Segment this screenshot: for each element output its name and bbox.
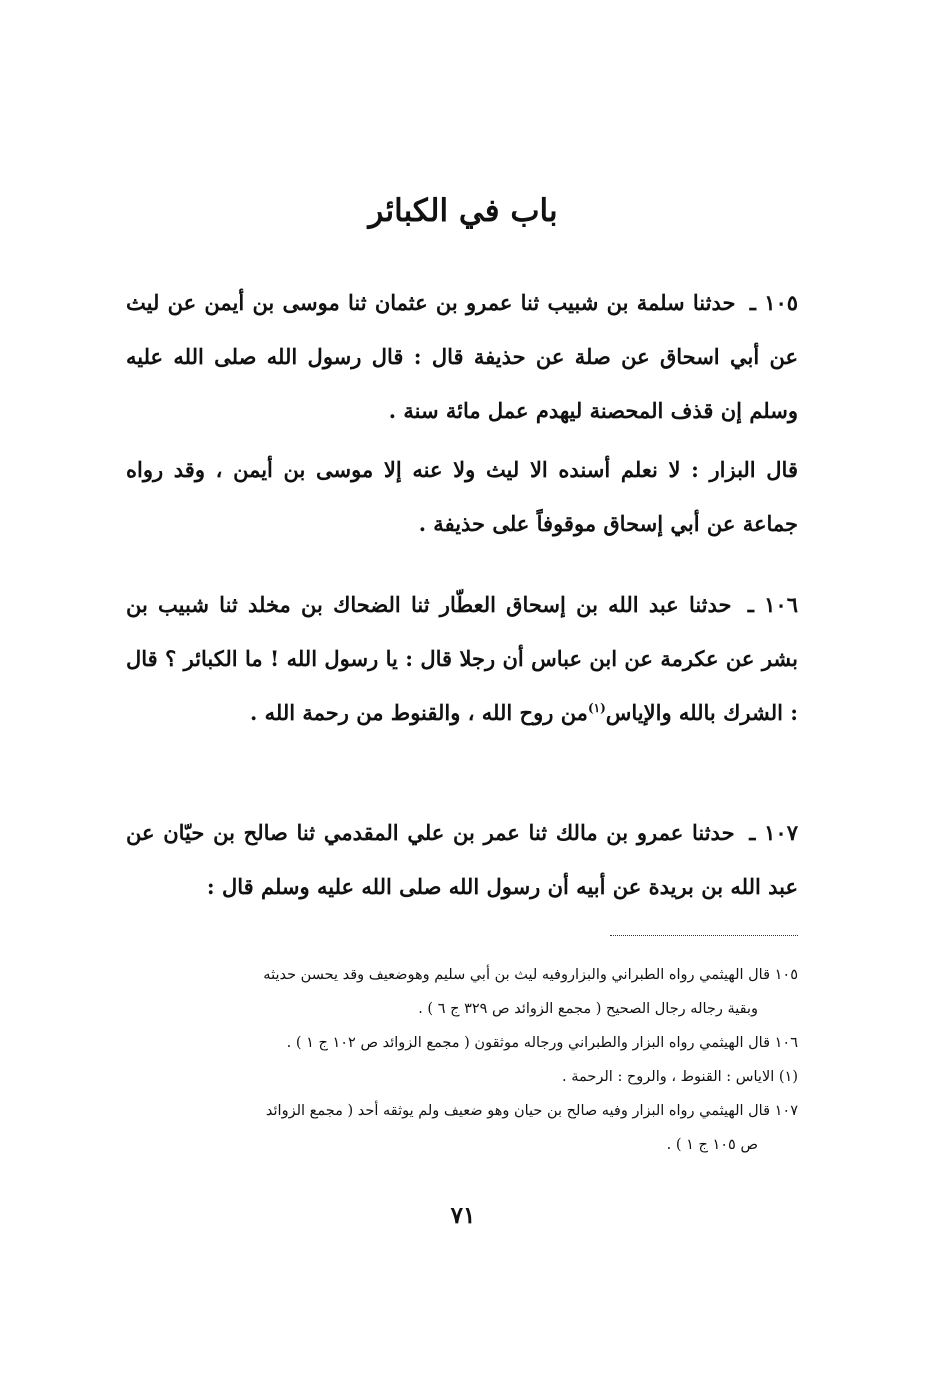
hadith-text: حدثنا عبد الله بن إسحاق العطّار ثنا الضحاك بن مخلد ثنا شبيب بن بشر عن عكرمة عن ابن عباس أن رجلا قال : يا رسول الله ! ما الكبائر ؟ قال : الشرك بالله والإياس [126,592,798,725]
footnote-line: ص ١٠٥ ج ١ ) . [666,1137,758,1153]
footnote-line: ١٠٦ قال الهيثمي رواه البزار والطبراني ورجاله موثقون ( مجمع الزوائد ص ١٠٢ ج ١ ) . [286,1035,798,1051]
hadith-text: حدثنا سلمة بن شبيب ثنا عمرو بن عثمان ثنا موسى بن أيمن عن ليث عن أبي اسحاق عن صلة عن حذيفة قال : قال رسول الله صلى الله عليه وسلم إن قذف المحصنة ليهدم عمل مائة سنة . [126,290,798,423]
chapter-title: باب في الكبائر [368,193,558,229]
footnote-reference: (١) [587,701,606,715]
footnote-1 [126,1060,798,1094]
hadith-number: ١٠٦ ـ [747,592,798,617]
hadith-text: حدثنا عمرو بن مالك ثنا عمر بن علي المقدمي ثنا صالح بن حيّان عن عبد الله بن بريدة عن أبيه أن رسول الله صلى الله عليه وسلم قال : [126,820,798,899]
hadith-text-continued: من روح الله ، والقنوط من رحمة الله . [250,700,588,725]
page-number: ٧١ [450,1202,476,1229]
footnote-line: ١٠٥ قال الهيثمي رواه الطبراني والبزاروفيه ليث بن أبي سليم وهوضعيف وقد يحسن حديثه [263,967,798,983]
footnote-106 [126,1026,798,1060]
footnotes [126,958,798,1162]
hadith-106 [126,578,798,740]
footnote-line: وبقية رجاله رجال الصحيح ( مجمع الزوائد ص ٣٢٩ ج ٦ ) . [418,1001,758,1017]
footnote-107 [126,1094,798,1162]
footnote-105 [126,958,798,1026]
hadith-105 [126,276,798,438]
bazzar-note: قال البزار : لا نعلم أسنده الا ليث ولا عنه إلا موسى بن أيمن ، وقد رواه جماعة عن أبي إسحاق موقوفاً على حذيفة . [126,457,798,536]
footnote-line: (١) الاياس : القنوط ، والروح : الرحمة . [562,1069,798,1085]
footnote-separator [610,935,798,936]
hadith-number: ١٠٥ ـ [749,290,799,315]
hadith-number: ١٠٧ ـ [749,820,798,845]
hadith-107 [126,806,798,914]
footnote-line: ١٠٧ قال الهيثمي رواه البزار وفيه صالح بن حيان وهو ضعيف ولم يوثقه أحد ( مجمع الزوائد [265,1103,798,1119]
